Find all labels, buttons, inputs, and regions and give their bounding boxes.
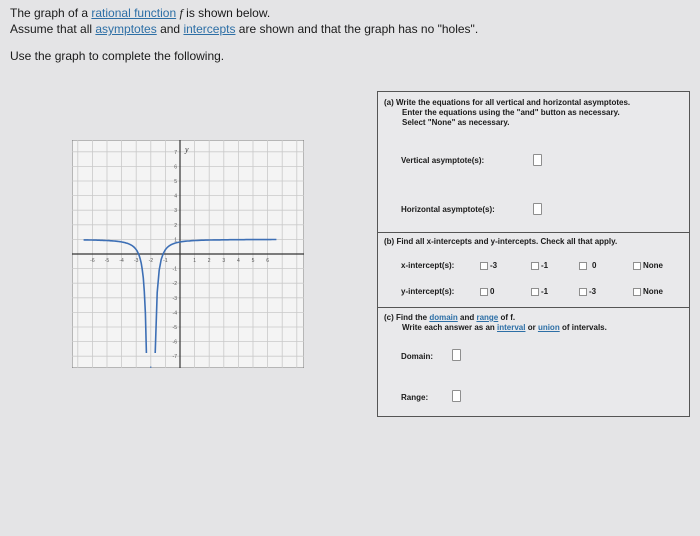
range-label: Range:	[401, 393, 429, 402]
y-tick-label: 4	[174, 193, 177, 200]
x-tick-label: -1	[163, 258, 168, 264]
y-intercept-label: y-intercept(s):	[401, 287, 455, 296]
range-link[interactable]: range	[476, 313, 499, 322]
domain-label: Domain:	[401, 352, 433, 361]
part-a-instructions	[384, 98, 630, 128]
vertical-asymptote-label: Vertical asymptote(s):	[401, 156, 485, 165]
x-tick-label: -5	[104, 258, 110, 264]
part-c-text: Write each answer as an	[402, 323, 498, 332]
part-c-text: of f.	[498, 313, 516, 322]
rational-function-link[interactable]: rational function	[91, 6, 177, 20]
part-c-text: (c) Find the	[384, 313, 430, 322]
x-tick-label: -6	[90, 258, 95, 264]
domain-input[interactable]	[452, 349, 461, 361]
x-tick-label: 5	[251, 258, 255, 264]
part-c-text: and	[457, 313, 477, 322]
union-link[interactable]: union	[537, 323, 560, 332]
part-c-instruction-2	[402, 323, 607, 333]
y-intercept-option-label: -3	[589, 287, 597, 296]
part-a-instruction-3: Select "None" as necessary.	[402, 118, 510, 127]
vertical-asymptote-input[interactable]	[533, 154, 542, 166]
y-tick-label: -4	[172, 310, 177, 317]
intro-line-2	[10, 22, 478, 36]
x-intercept-option-label: -1	[541, 261, 549, 270]
x-tick-label: 2	[207, 258, 211, 264]
part-c-section	[378, 307, 689, 416]
y-tick-label: 1	[174, 237, 177, 244]
horizontal-asymptote-label: Horizontal asymptote(s):	[401, 205, 495, 214]
y-tick-label: 3	[174, 208, 177, 215]
y-tick-label: -6	[172, 339, 177, 346]
x-tick-label: -2	[148, 258, 154, 264]
x-intercept-none-checkbox[interactable]	[633, 262, 641, 270]
x-intercept-option-checkbox[interactable]	[531, 262, 539, 270]
function-graph	[72, 140, 304, 368]
intro-text: is shown below.	[182, 6, 271, 20]
y-tick-label: -3	[172, 295, 177, 302]
part-b-section	[378, 232, 689, 308]
x-tick-label: -3	[133, 258, 139, 264]
part-a-instruction-2: Enter the equations using the "and" button as necessary.	[402, 108, 620, 117]
y-tick-label: 2	[174, 222, 177, 229]
part-a-section	[378, 92, 689, 233]
y-axis-label: y	[185, 145, 189, 154]
part-c-instruction-1	[384, 313, 515, 323]
y-intercept-none-label: None	[643, 287, 663, 296]
y-tick-label: 7	[174, 149, 177, 156]
intro-text: and	[156, 22, 184, 36]
x-intercept-option-label: 0	[592, 261, 597, 270]
question-panel	[377, 91, 690, 417]
x-tick-label: 4	[237, 258, 240, 264]
y-intercept-option-label: -1	[541, 287, 549, 296]
x-intercept-label: x-intercept(s):	[401, 261, 455, 270]
intro-text: The graph of a	[10, 6, 92, 20]
y-intercept-none-checkbox[interactable]	[633, 288, 641, 296]
asymptotes-link[interactable]: asymptotes	[95, 22, 157, 36]
x-intercept-option-label: -3	[490, 261, 498, 270]
x-intercept-option-checkbox[interactable]	[579, 262, 587, 270]
x-tick-label: 1	[193, 258, 196, 264]
horizontal-asymptote-input[interactable]	[533, 203, 542, 215]
y-tick-label: -5	[172, 325, 177, 331]
domain-link[interactable]: domain	[429, 313, 458, 322]
y-tick-label: -1	[172, 266, 177, 273]
part-c-text: of intervals.	[559, 323, 607, 332]
y-intercept-option-label: 0	[490, 287, 495, 296]
y-tick-label: -2	[172, 281, 177, 288]
function-name: f	[179, 6, 183, 20]
y-intercept-option-checkbox[interactable]	[480, 288, 488, 296]
y-intercept-option-checkbox[interactable]	[531, 288, 539, 296]
y-tick-label: 6	[174, 164, 177, 171]
intro-text: are shown and that the graph has no "holes".	[235, 22, 479, 36]
x-intercept-option-checkbox[interactable]	[480, 262, 488, 270]
x-tick-label: 6	[266, 258, 269, 264]
x-tick-label: -4	[119, 258, 124, 264]
interval-link[interactable]: interval	[497, 323, 526, 332]
x-tick-label: 3	[222, 258, 226, 264]
intro-text: Assume that all	[10, 22, 96, 36]
x-intercept-none-label: None	[643, 261, 663, 270]
y-tick-label: -7	[172, 354, 177, 361]
intro-line-1	[10, 6, 270, 21]
part-b-instructions: (b) Find all x-intercepts and y-intercepts. Check all that apply.	[384, 237, 618, 246]
part-c-text: or	[525, 323, 538, 332]
y-tick-label: 5	[174, 179, 177, 185]
y-intercept-option-checkbox[interactable]	[579, 288, 587, 296]
intro-line-3: Use the graph to complete the following.	[10, 49, 225, 63]
part-a-instruction-1: (a) Write the equations for all vertical and horizontal asymptotes.	[384, 98, 631, 107]
range-input[interactable]	[452, 390, 461, 402]
intercepts-link[interactable]: intercepts	[183, 22, 236, 36]
